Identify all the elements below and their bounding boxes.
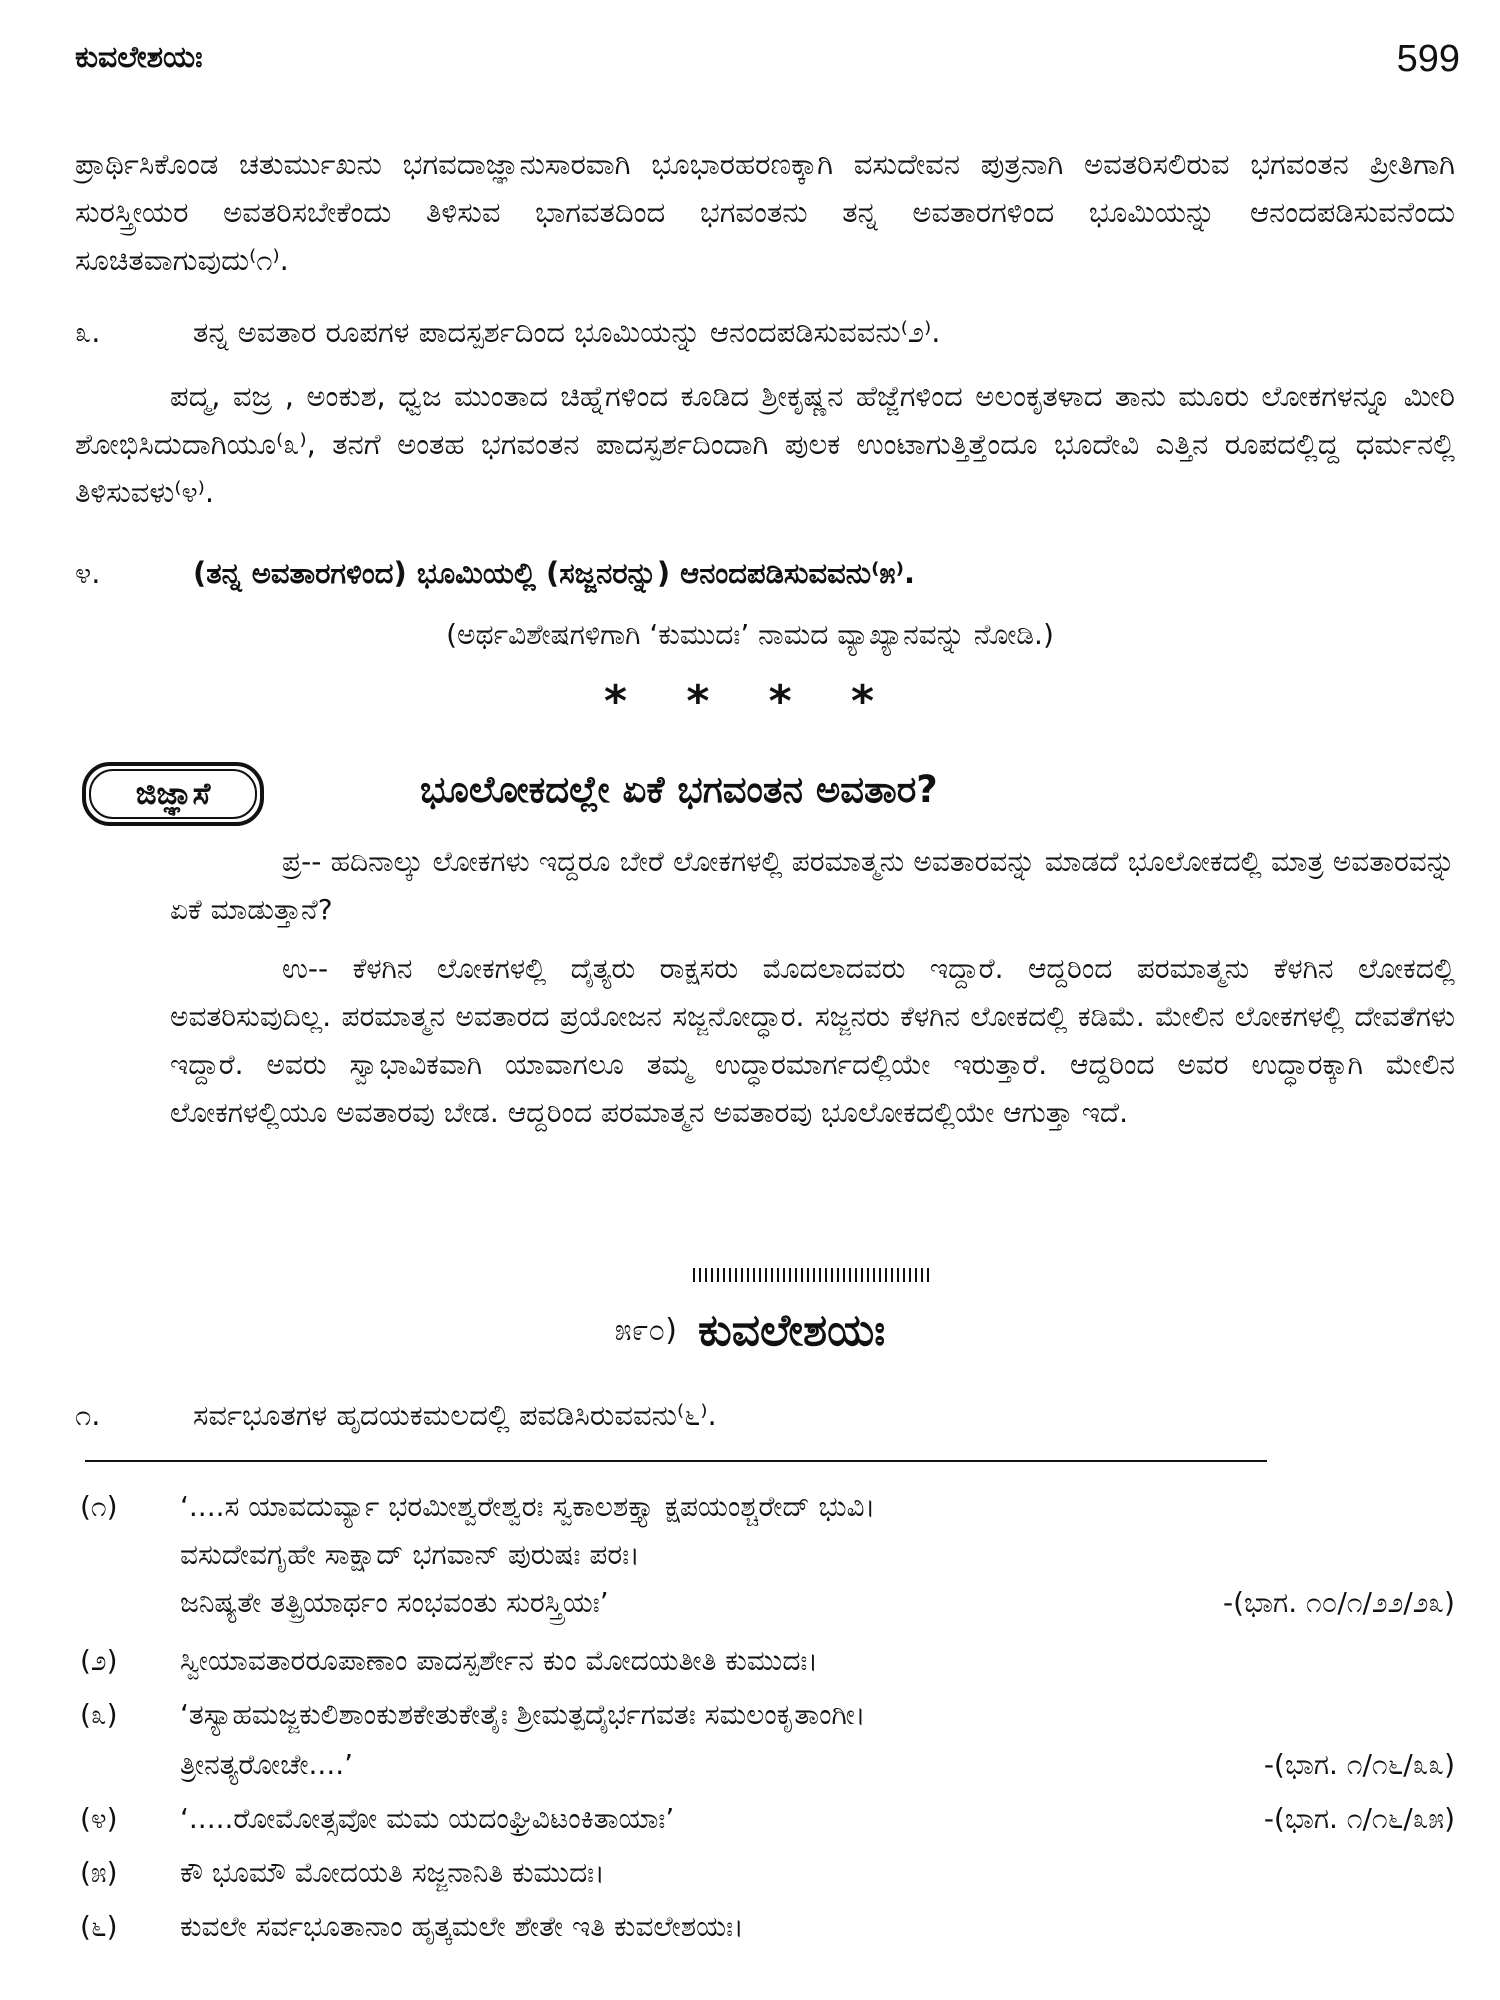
footnote-reference: -(ಭಾಗ. ೧/೧೬/೩೫) <box>1263 1802 1455 1835</box>
footnote-rule <box>85 1460 1267 1462</box>
separator-stars: * * * * <box>604 676 896 727</box>
section-divider <box>693 1268 933 1282</box>
item3-paragraph: ಪದ್ಮ, ವಜ್ರ , ಅಂಕುಶ, ಧ್ವಜ ಮುಂತಾದ ಚಿಹ್ನೆಗಳಿಂದ ಕೂಡಿದ ಶ್ರೀಕೃಷ್ಣನ ಹೆಜ್ಜೆಗಳಿಂದ ಅಲಂಕೃತಳಾದ ತಾನು ಮೂರು ಲೋಕಗಳನ್ನೂ ಮೀರಿ ಶೋಭಿಸಿದುದಾಗಿಯೂ⁽೩⁾, ತನಗೆ ಅಂತಹ ಭಗವಂತನ ಪಾದಸ್ಪರ್ಶದಿಂದಾಗಿ ಪುಲಕ ಉಂಟಾಗುತ್ತಿತ್ತೆಂದೂ ಭೂದೇವಿ ಎತ್ತಿನ ರೂಪದಲ್ಲಿದ್ದ ಧರ್ಮನಲ್ಲಿ ತಿಳಿಸುವಳು⁽೪⁾. <box>75 379 1455 509</box>
jijnase-badge: ಜಿಜ್ಞಾಸೆ <box>82 762 264 826</box>
footnote-number: (೧) <box>80 1490 118 1523</box>
footnote-line: ‘ತಸ್ಯಾಹಮಜ್ಜಕುಲಿಶಾಂಕುಶಕೇತುಕೇತೈಃ ಶ್ರೀಮತ್ಪದೈರ್ಭಗವತಃ ಸಮಲಂಕೃತಾಂಗೀ। <box>180 1698 866 1731</box>
list-item-number: ೧. <box>75 1398 101 1432</box>
question-paragraph: ಪ್ರ-- ಹದಿನಾಲ್ಕು ಲೋಕಗಳು ಇದ್ದರೂ ಬೇರೆ ಲೋಕಗಳಲ್ಲಿ ಪರಮಾತ್ಮನು ಅವತಾರವನ್ನು ಮಾಡದೆ ಭೂಲೋಕದಲ್ಲಿ ಮಾತ್ರ ಅವತಾರವನ್ನು ಏಕೆ ಮಾಡುತ್ತಾನೆ? <box>170 845 1455 926</box>
answer-paragraph: ಉ-- ಕೆಳಗಿನ ಲೋಕಗಳಲ್ಲಿ ದೈತ್ಯರು ರಾಕ್ಷಸರು ಮೊದಲಾದವರು ಇದ್ದಾರೆ. ಆದ್ದರಿಂದ ಪರಮಾತ್ಮನು ಕೆಳಗಿನ ಲೋಕದಲ್ಲಿ ಅವತರಿಸುವುದಿಲ್ಲ. ಪರಮಾತ್ಮನ ಅವತಾರದ ಪ್ರಯೋಜನ ಸಜ್ಜನೋದ್ಧಾರ. ಸಜ್ಜನರು ಕೆಳಗಿನ ಲೋಕದಲ್ಲಿ ಕಡಿಮೆ. ಮೇಲಿನ ಲೋಕಗಳಲ್ಲಿ ದೇವತೆಗಳು ಇದ್ದಾರೆ. ಅವರು ಸ್ವಾಭಾವಿಕವಾಗಿ ಯಾವಾಗಲೂ ತಮ್ಮ ಉದ್ಧಾರಮಾರ್ಗದಲ್ಲಿಯೇ ಇರುತ್ತಾರೆ. ಆದ್ದರಿಂದ ಅವರ ಉದ್ಧಾರಕ್ಕಾಗಿ ಮೇಲಿನ ಲೋಕಗಳಲ್ಲಿಯೂ ಅವತಾರವು ಬೇಡ. ಆದ್ದರಿಂದ ಪರಮಾತ್ಮನ ಅವತಾರವು ಭೂಲೋಕದಲ್ಲಿಯೇ ಆಗುತ್ತಾ ಇದೆ. <box>170 952 1455 1129</box>
page-number: 599 <box>1396 38 1460 80</box>
chapter-title: ಕುವಲೇಶಯಃ <box>698 1305 886 1356</box>
list-item-text: (ತನ್ನ ಅವತಾರಗಳಿಂದ) ಭೂಮಿಯಲ್ಲಿ (ಸಜ್ಜನರನ್ನು) ಆನಂದಪಡಿಸುವವನು⁽೫⁾. <box>193 556 916 590</box>
list-item-text: ತನ್ನ ಅವತಾರ ರೂಪಗಳ ಪಾದಸ್ಪರ್ಶದಿಂದ ಭೂಮಿಯನ್ನು ಆನಂದಪಡಿಸುವವನು⁽೨⁾. <box>193 315 941 349</box>
intro-paragraph: ಪ್ರಾರ್ಥಿಸಿಕೊಂಡ ಚತುರ್ಮುಖನು ಭಗವದಾಜ್ಞಾನುಸಾರವಾಗಿ ಭೂಭಾರಹರಣಕ್ಕಾಗಿ ವಸುದೇವನ ಪುತ್ರನಾಗಿ ಅವತರಿಸಲಿರುವ ಭಗವಂತನ ಪ್ರೀತಿಗಾಗಿ ಸುರಸ್ತ್ರೀಯರ ಅವತರಿಸಬೇಕೆಂದು ತಿಳಿಸುವ ಭಾಗವತದಿಂದ ಭಗವಂತನು ತನ್ನ ಅವತಾರಗಳಿಂದ ಭೂಮಿಯನ್ನು ಆನಂದಪಡಿಸುವನೆಂದು ಸೂಚಿತವಾಗುವುದು⁽೧⁾. <box>75 147 1455 277</box>
footnote-line: ಜನಿಷ್ಯತೇ ತತ್ಪ್ರಿಯಾರ್ಥಂ ಸಂಭವಂತು ಸುರಸ್ತ್ರಿಯಃ’ <box>180 1586 609 1619</box>
footnote-line: ಸ್ವೀಯಾವತಾರರೂಪಾಣಾಂ ಪಾದಸ್ಪರ್ಶೇನ ಕುಂ ಮೋದಯತೀತಿ ಕುಮುದಃ। <box>180 1644 819 1677</box>
chapter-heading <box>0 1305 1500 1356</box>
footnote-number: (೨) <box>80 1644 118 1677</box>
footnote-line: ಕುವಲೇ ಸರ್ವಭೂತಾನಾಂ ಹೃತ್ಕಮಲೇ ಶೇತೇ ಇತಿ ಕುವಲೇಶಯಃ। <box>180 1910 744 1943</box>
footnote-number: (೬) <box>80 1910 118 1943</box>
section-title: ಭೂಲೋಕದಲ್ಲೇ ಏಕೆ ಭಗವಂತನ ಅವತಾರ? <box>420 768 938 811</box>
footnote-number: (೫) <box>80 1856 118 1889</box>
running-title: ಕುವಲೇಶಯಃ <box>75 40 203 75</box>
footnote-number: (೩) <box>80 1698 118 1731</box>
footnote-line: ‘....ಸ ಯಾವದುರ್ವ್ಯಾ ಭರಮೀಶ್ವರೇಶ್ವರಃ ಸ್ವಕಾಲಶಕ್ತ್ಯಾ ಕ್ಷಪಯಂಶ್ಚರೇದ್ ಭುವಿ। <box>180 1490 876 1523</box>
list-item-number: ೪. <box>75 556 101 590</box>
list-item-text: ಸರ್ವಭೂತಗಳ ಹೃದಯಕಮಲದಲ್ಲಿ ಪವಡಿಸಿರುವವನು⁽೬⁾. <box>193 1398 717 1432</box>
list-item-number: ೩. <box>75 315 101 349</box>
footnote-line: ‘.....ರೋಮೋತ್ಸವೋ ಮಮ ಯದಂಘ್ರಿವಿಟಂಕಿತಾಯಾಃ’ <box>180 1802 675 1835</box>
item4-note: (ಅರ್ಥವಿಶೇಷಗಳಿಗಾಗಿ ‘ಕುಮುದಃ’ ನಾಮದ ವ್ಯಾಖ್ಯಾನವನ್ನು ನೋಡಿ.) <box>446 618 1054 651</box>
footnote-line: ವಸುದೇವಗೃಹೇ ಸಾಕ್ಷಾದ್ ಭಗವಾನ್ ಪುರುಷಃ ಪರಃ। <box>180 1538 640 1571</box>
footnote-line: ತ್ರೀನತ್ಯರೋಚೇ....’ <box>180 1748 354 1781</box>
footnote-reference: -(ಭಾಗ. ೧/೧೬/೩೩) <box>1263 1748 1455 1781</box>
footnote-reference: -(ಭಾಗ. ೧೦/೧/೨೨/೨೩) <box>1223 1586 1455 1619</box>
footnote-line: ಕೌ ಭೂಮೌ ಮೋದಯತಿ ಸಜ್ಜನಾನಿತಿ ಕುಮುದಃ। <box>180 1856 605 1889</box>
footnote-number: (೪) <box>80 1802 118 1835</box>
chapter-number: ೫೯೦) <box>614 1313 677 1348</box>
